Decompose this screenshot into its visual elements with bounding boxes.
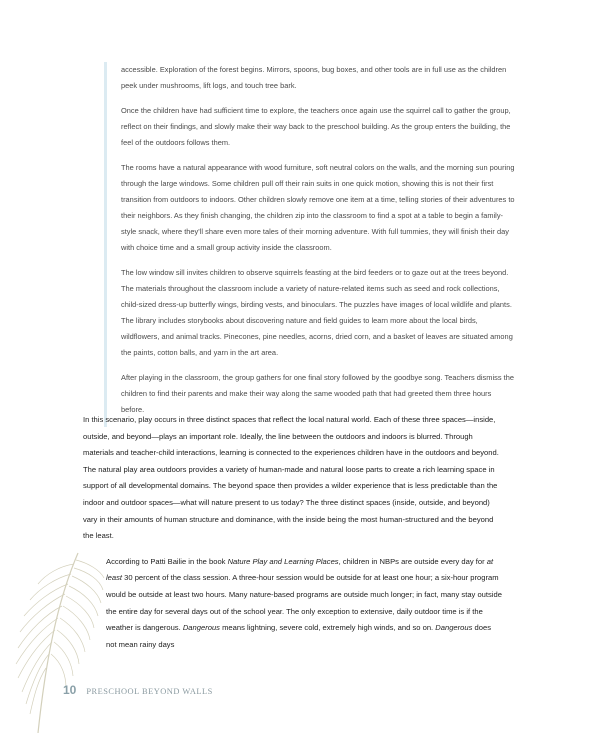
emphasis: Dangerous <box>182 623 220 633</box>
page-number: 10 <box>63 683 77 697</box>
page-footer <box>63 683 213 697</box>
book-title-citation: Nature Play and Learning Places <box>227 556 339 566</box>
running-title: PRESCHOOL BEYOND WALLS <box>86 687 213 696</box>
emphasis: Dangerous <box>435 623 473 633</box>
sidebar-paragraph: Once the children have had sufficient time to explore, the teachers once again use the squirrel call to gather the group, reflect on their findings, and slowly make their way back to the preschool building. As the group enters the building, the feel of the outdoors follows them. <box>121 106 511 147</box>
text-run: According to Patti Bailie in the book <box>106 556 228 566</box>
sidebar-paragraph: The rooms have a natural appearance with wood furniture, soft neutral colors on the walls, and the morning sun pouring through the large windows. Some children pull off their rain suits in one quick motion, showing this is not their first transition from outdoors to indoors. Other children slowly remove one item at a time, telling stories of their adventures to their neighbors. As they finish changing, the children zip into the classroom to find a spot at a table to begin a family-style snack, where they'll share even more tales of their morning adventure. With full tummies, they will finish their day with choice time and a small group activity inside the classroom. <box>121 163 515 252</box>
text-run: 30 percent of the class session. A three-hour session would be outside for at least one hour; a six-hour program would be outside at least two hours. Many nature-based programs are outside much longer; in fact, many stay outside the entire day for several days out of the school year. The only exception to extensive, daily outdoor time is if the weather is dangerous. <box>106 573 502 633</box>
sidebar-paragraph: The low window sill invites children to observe squirrels feasting at the bird feeders or to gaze out at the trees beyond. The materials throughout the classroom include a variety of nature-related items such as seed and rock collections, child-sized dress-up butterfly wings, birding vests, and binoculars. The puzzles have images of local wildlife and plants. The library includes storybooks about discovering nature and field guides to learn more about the local birds, wildflowers, and animal tracks. Pinecones, pine needles, acorns, dried corn, and a basket of leaves are situated among the paints, cotton balls, and yarn in the art area. <box>121 268 513 357</box>
text-run: means lightning, severe cold, extremely high winds, and so on. <box>219 623 436 633</box>
body-paragraph: In this scenario, play occurs in three distinct spaces that reflect the local natural world. Each of these three spaces—inside, outside, and beyond—plays an important role. Ideally, the line between the outdoors and indoors is blurred. Through materials and teacher-child interactions, learning is connected to the experiences children have in the outdoors and beyond. The natural play area outdoors provides a variety of human-made and natural loose parts to create a rich learning space in support of all developmental domains. The beyond space then provides a wilder experience that is less predictable than the indoor and outdoor spaces—what will nature present to us today? The three distinct spaces (inside, outside, and beyond) vary in their amounts of human structure and dominance, with the inside being the most human-structured and the beyond the least. <box>83 415 499 541</box>
sidebar-paragraph: accessible. Exploration of the forest begins. Mirrors, spoons, bug boxes, and other tools are in full use as the children peek under mushrooms, lift logs, and touch tree bark. <box>121 65 507 90</box>
sidebar-paragraph: After playing in the classroom, the group gathers for one final story followed by the goodbye song. Teachers dismiss the children to find their parents and make their way along the same wooded path that had greeted them three hours before. <box>121 373 514 414</box>
scenario-sidebar <box>104 62 516 427</box>
emphasis: at least <box>106 556 494 583</box>
feather-illustration <box>8 548 108 733</box>
text-run: does not mean rainy days <box>106 623 491 649</box>
main-text <box>83 412 503 653</box>
text-run: , children in NBPs are outside every day for <box>338 556 487 566</box>
body-paragraph <box>83 554 503 654</box>
